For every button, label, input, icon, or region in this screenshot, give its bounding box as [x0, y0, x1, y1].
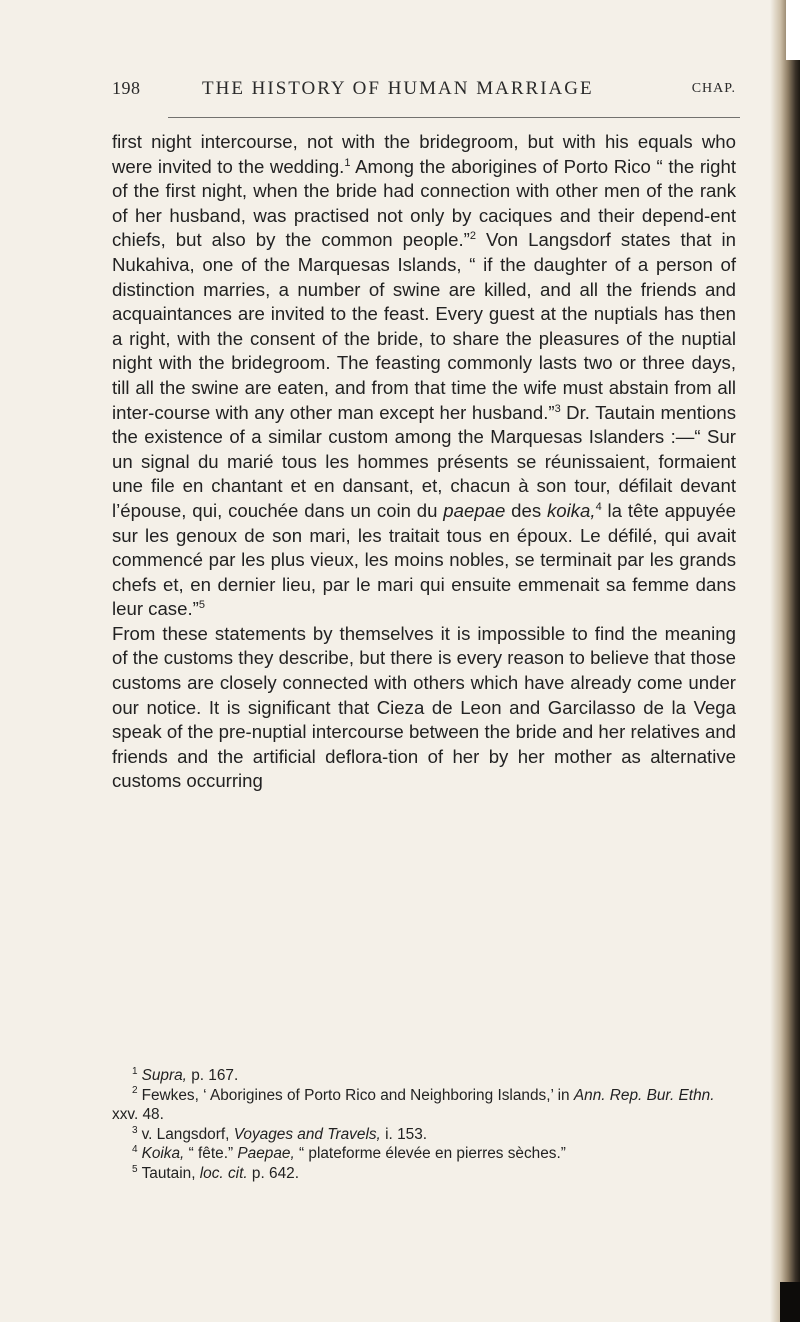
book-page-edge [770, 0, 800, 1322]
header-rule [168, 117, 740, 118]
footnotes [112, 1066, 736, 1184]
footnote-3 [112, 1125, 736, 1145]
text-segment: des [505, 499, 547, 521]
text-segment: Dr. Tautain mentions the existence of a similar custom among the Marquesas Islanders :—“ Sur un signal du marié tous les hommes présents se réunissaient, formaient une file en chantant et en dansant, et, chacun à son tour, défilait devant l’épouse, qui, couchée dans un coin du [112, 401, 736, 521]
footnote-ref[interactable]: 4 [595, 500, 602, 513]
page-edge-highlight [786, 0, 800, 60]
footnote-text: p. 642. [247, 1164, 299, 1182]
footnote-text: Tautain, [141, 1164, 200, 1182]
footnote-text: v. Langsdorf, [141, 1125, 234, 1143]
footnote-ref[interactable]: 3 [554, 402, 561, 415]
footnote-number: 4 [132, 1144, 138, 1156]
footnote-italic: Voyages and Travels, [233, 1125, 381, 1143]
footnote-2 [112, 1086, 736, 1125]
paragraph-1 [112, 130, 736, 622]
footnote-italic: Ann. Rep. Bur. Ethn. [573, 1086, 715, 1104]
page-number: 198 [112, 78, 141, 98]
footnote-text: “ fête.” [184, 1145, 238, 1163]
footnote-ref[interactable]: 5 [198, 599, 205, 612]
footnote-text: “ plateforme élevée en pierres sèches.” [294, 1145, 566, 1163]
footnote-number: 1 [132, 1065, 138, 1077]
footnote-ref[interactable]: 2 [469, 230, 476, 243]
page-edge-shadow [780, 1282, 800, 1322]
text-segment: la tête appuyée sur les genoux de son mari, les traitait tous en époux. Le défilé, qui avait commencé par les plus vieux, les moins nobles, se terminait par les grands chefs et, en dernier lieu, par le mari qui ensuite emmenait sa femme dans leur case.” [112, 499, 736, 620]
text-segment: Among the aborigines of Porto Rico “ the right of the first night, when the bride had connection with other men of the rank of her husband, was practised not only by caciques and their depend-ent chiefs, but also by the common people.” [112, 155, 736, 251]
footnote-italic: loc. cit. [199, 1164, 248, 1182]
footnote-4 [112, 1144, 736, 1164]
footnote-5 [112, 1164, 736, 1184]
italic-term: koika, [546, 499, 596, 521]
footnote-italic: Supra, [141, 1067, 187, 1084]
footnote-italic: Paepae, [237, 1145, 295, 1163]
footnote-text: p. 167. [186, 1067, 239, 1084]
footnote-1 [112, 1066, 736, 1086]
footnote-number: 3 [132, 1124, 138, 1136]
paragraph-2: From these statements by themselves it is impossible to find the meaning of the customs they describe, but there is every reason to believe that those customs are closely connected with others which have already come under our notice. It is significant that Cieza de Leon and Garcilasso de la Vega speak of the pre-nuptial intercourse between the bride and her relatives and friends and the artificial deflora-tion of her by her mother as alternative customs occurring [112, 622, 736, 792]
running-header [112, 78, 740, 110]
text-segment: Von Langsdorf states that in Nukahiva, one of the Marquesas Islands, “ if the daughter of a person of distinction marries, a number of swine are killed, and all the friends and acquaintances are invited to the feast. Every guest at the nuptials has then a right, with the consent of the bride, to share the pleasures of the nuptial night with the bridegroom. The feasting commonly lasts two or three days, till all the swine are eaten, and from that time the wife must abstain from all inter-course with any other man except her husband.” [112, 229, 736, 423]
main-text [112, 130, 736, 794]
footnote-text: Fewkes, ‘ Aborigines of Porto Rico and Neighboring Islands,’ in [141, 1086, 574, 1104]
italic-term: paepae [443, 499, 506, 521]
text-segment: first night intercourse, not with the bridegroom, but with his equals who were invited to the wedding. [112, 131, 736, 177]
chapter-mark: CHAP. [691, 81, 736, 96]
footnote-text: xxv. 48. [112, 1106, 164, 1124]
running-title: THE HISTORY OF HUMAN MARRIAGE [202, 78, 594, 99]
footnote-number: 5 [132, 1163, 138, 1175]
footnote-ref[interactable]: 1 [344, 156, 351, 169]
footnote-number: 2 [132, 1085, 138, 1097]
footnote-italic: Koika, [141, 1145, 185, 1163]
footnote-text: i. 153. [380, 1125, 428, 1143]
